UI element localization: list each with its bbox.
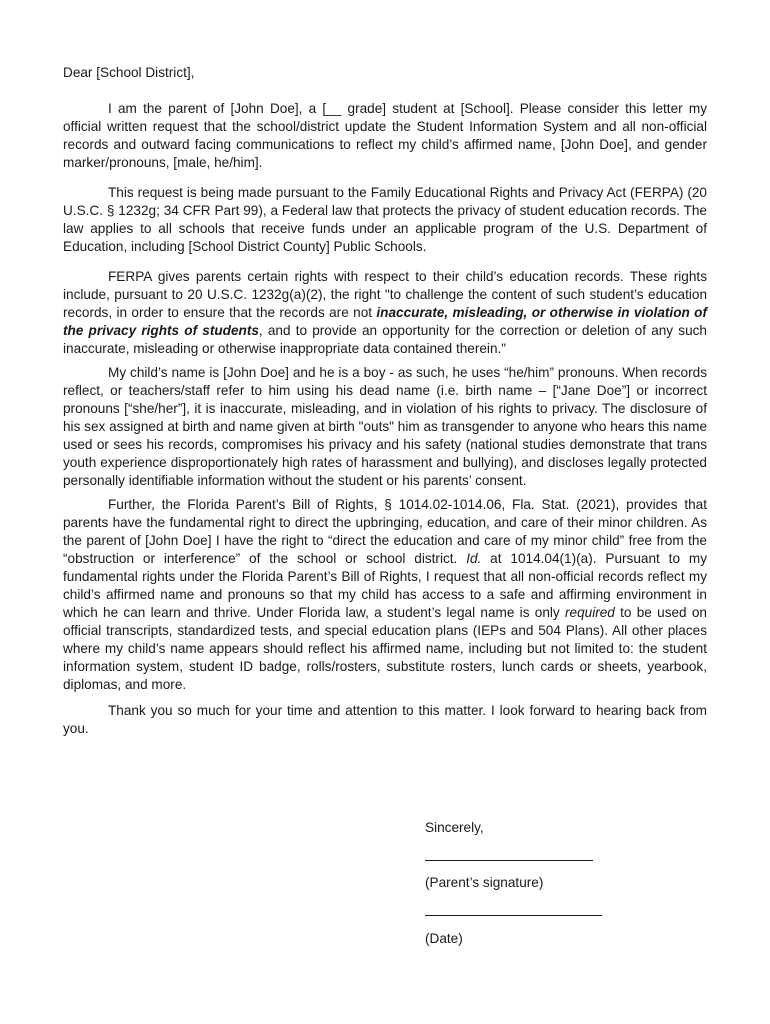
florida-text-b: at 1014.04(1)(a). Pursuant to my fundamental rights under the Florida Parent’s Bill of Rights, I request that all non-official records reflect my child’s affirmed name and pronouns so that my child has access to a safe and affirming environment in which he can learn and thrive. Under Florida law, a student’s legal name is only [63, 551, 707, 620]
paragraph-thanks: Thank you so much for your time and attention to this matter. I look forward to hearing back from you. [63, 703, 707, 736]
paragraph-child-identity: My child’s name is [John Doe] and he is a boy - as such, he uses “he/him” pronouns. When records reflect, or teachers/staff refer to him using his dead name (i.e. birth name – [“Jane Doe”] or incorrect pronouns [“she/her”], it is inaccurate, misleading, and in violation of his rights to privacy. The disclosure of his sex assigned at birth and name given at birth "outs" him as transgender to anyone who hears this name used or sees his records, compromises his privacy and his safety (national studies demonstrate that trans youth experience disproportionately high rates of harassment and bullying), and discloses legally protected personally identifiable information without the student or his parents’ consent. [63, 365, 707, 488]
sincerely: Sincerely, [425, 820, 484, 835]
ferpa-rights-text-b: , and to provide an opportunity for the correction or deletion of any such inaccurate, misleading or otherwise inappropriate data contained therein." [63, 323, 707, 356]
florida-text-c: to be used on official transcripts, standardized tests, and special education plans (IEPs and 504 Plans). All other places where my child’s name appears should reflect his affirmed name, including but not limited to: the student information system, student ID badge, rolls/rosters, substitute rosters, lunch cards or sheets, yearbook, diplomas, and more. [63, 605, 707, 692]
signature-line [425, 860, 593, 861]
ferpa-rights-text-a: FERPA gives parents certain rights with respect to their child’s education records. These rights include, pursuant to 20 U.S.C. 1232g(a)(2), the right "to challenge the content of such student’s education records, in order to ensure that the records are not [63, 269, 707, 320]
florida-required: required [564, 605, 615, 620]
paragraph-ferpa-rights [63, 268, 707, 358]
paragraph-florida-rights [63, 496, 707, 694]
letter-body [63, 64, 707, 750]
signature-caption: (Parent’s signature) [425, 875, 544, 890]
ferpa-rights-emphasis: inaccurate, misleading, or otherwise in violation of the privacy rights of students [63, 305, 707, 338]
florida-id-cite: Id. [466, 551, 482, 566]
paragraph-request: I am the parent of [John Doe], a [__ grade] student at [School]. Please consider this letter my official written request that the school/district update the Student Information System and all non-official records and outward facing communications to reflect my child’s affirmed name, [John Doe], and gender marker/pronouns, [male, he/him]. [63, 101, 707, 170]
date-caption: (Date) [425, 931, 463, 946]
date-line [425, 915, 602, 916]
salutation: Dear [School District], [63, 65, 195, 80]
paragraph-ferpa-basis: This request is being made pursuant to the Family Educational Rights and Privacy Act (FERPA) (20 U.S.C. § 1232g; 34 CFR Part 99), a Federal law that protects the privacy of student education records. The law applies to all schools that receive funds under an applicable program of the U.S. Department of Education, including [School District County] Public Schools. [63, 185, 707, 254]
florida-text-a: Further, the Florida Parent’s Bill of Rights, § 1014.02-1014.06, Fla. Stat. (2021), provides that parents have the fundamental right to direct the upbringing, education, and care of their minor children. As the parent of [John Doe] I have the right to “direct the education and care of my minor child” free from the “obstruction or interference” of the school or school district. [63, 497, 707, 566]
